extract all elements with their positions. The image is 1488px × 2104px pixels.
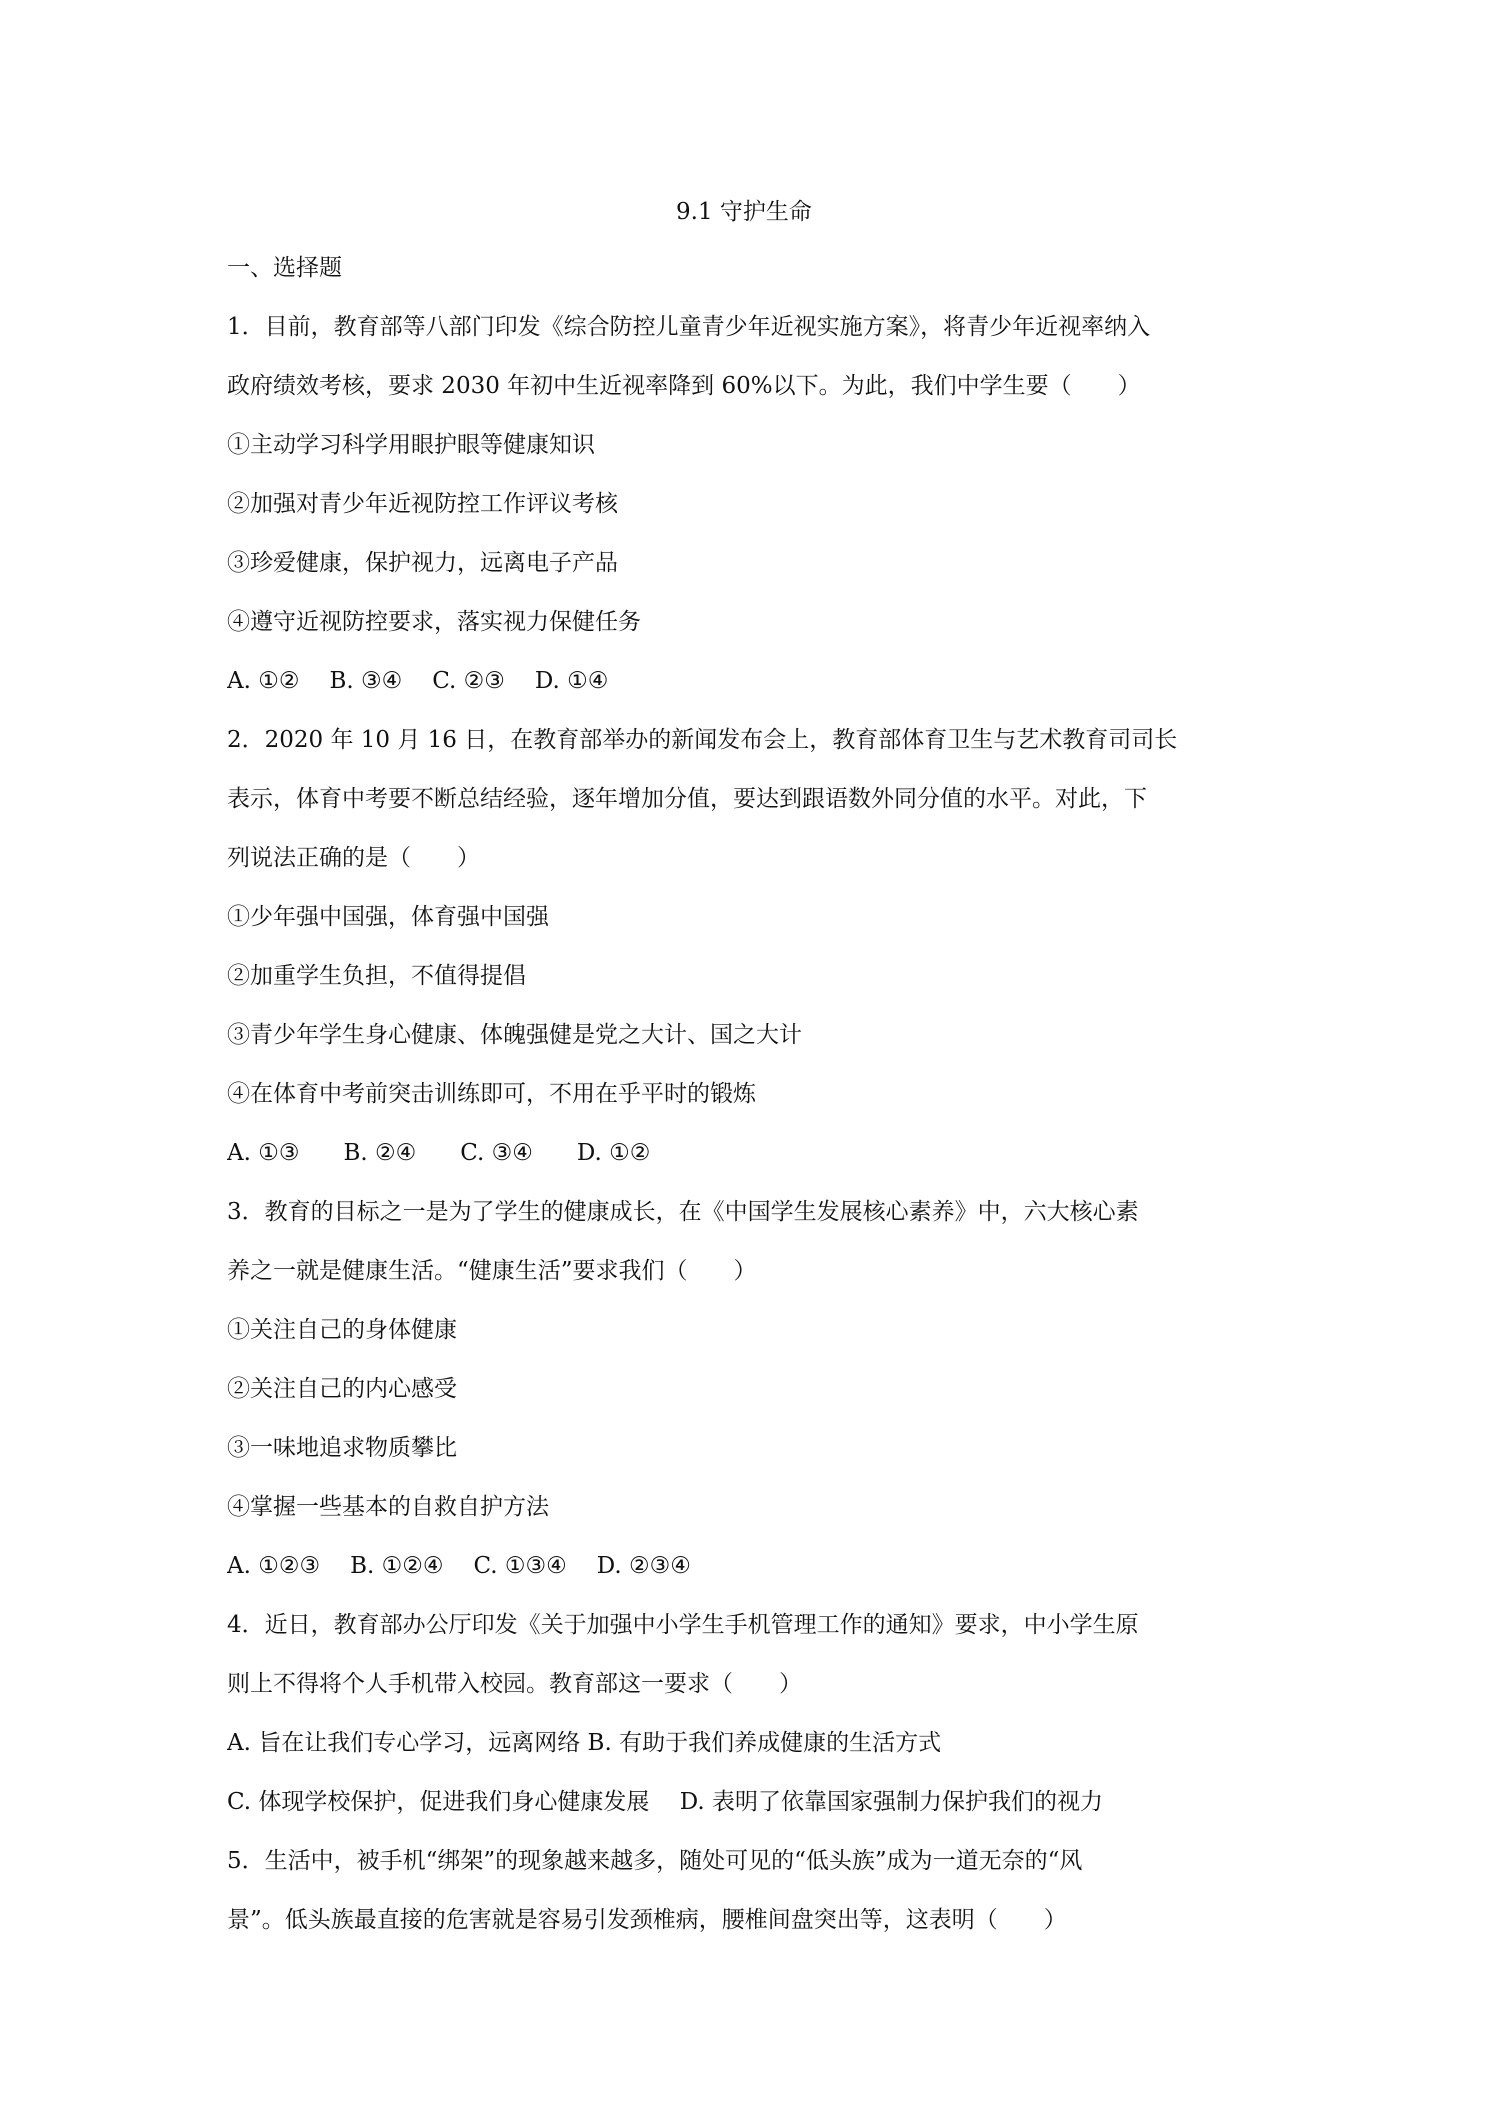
statement: ③青少年学生身心健康、体魄强健是党之大计、国之大计: [227, 1022, 802, 1048]
question-stem-line: 2．2020 年 10 月 16 日，在教育部举办的新闻发布会上，教育部体育卫生与艺术教育司司长: [227, 727, 1178, 753]
question-stem-line: 养之一就是健康生活。“健康生活”要求我们（ ）: [227, 1258, 757, 1284]
statement: ③一味地追求物质攀比: [227, 1435, 457, 1461]
statement: ②加强对青少年近视防控工作评议考核: [227, 491, 618, 517]
statement: ①关注自己的身体健康: [227, 1317, 457, 1343]
statement: ②加重学生负担，不值得提倡: [227, 963, 526, 989]
option-b: B. ②④: [343, 1140, 417, 1166]
statement: ③珍爱健康，保护视力，远离电子产品: [227, 550, 618, 576]
option-d: D. ②③④: [596, 1553, 691, 1579]
option-d: D. ①②: [576, 1140, 651, 1166]
answer-options-line: C. 体现学校保护，促进我们身心健康发展 D. 表明了依靠国家强制力保护我们的视力: [227, 1789, 1103, 1815]
statement: ④在体育中考前突击训练即可，不用在乎平时的锻炼: [227, 1081, 756, 1107]
page-title: 9.1 守护生命: [676, 199, 812, 225]
option-d: D. ①④: [534, 668, 609, 694]
answer-options: [227, 666, 1267, 725]
question-stem-line: 3．教育的目标之一是为了学生的健康成长，在《中国学生发展核心素养》中，六大核心素: [227, 1199, 1139, 1225]
statement: ④遵守近视防控要求，落实视力保健任务: [227, 609, 641, 635]
option-c: C. ③④: [460, 1140, 533, 1166]
answer-options: [227, 1138, 1267, 1197]
section-heading: 一、选择题: [227, 255, 342, 281]
question-3: [227, 1197, 1267, 1610]
question-stem-line: 则上不得将个人手机带入校园。教育部这一要求（ ）: [227, 1671, 802, 1697]
question-stem-line: 表示，体育中考要不断总结经验，逐年增加分值，要达到跟语数外同分值的水平。对此，下: [227, 786, 1147, 812]
answer-options-line: A. 旨在让我们专心学习，远离网络 B. 有助于我们养成健康的生活方式: [227, 1730, 942, 1756]
question-stem-line: 景”。低头族最直接的危害就是容易引发颈椎病，腰椎间盘突出等，这表明（ ）: [227, 1907, 1067, 1933]
question-5: [227, 1846, 1267, 1964]
question-stem-line: 政府绩效考核，要求 2030 年初中生近视率降到 60%以下。为此，我们中学生要（ ）: [227, 373, 1141, 399]
option-b: B. ③④: [329, 668, 403, 694]
question-stem-line: 1．目前，教育部等八部门印发《综合防控儿童青少年近视实施方案》，将青少年近视率纳入: [227, 314, 1151, 340]
option-a: A. ①②③: [227, 1553, 321, 1579]
question-stem-line: 5．生活中，被手机“绑架”的现象越来越多，随处可见的“低头族”成为一道无奈的“风: [227, 1848, 1083, 1874]
option-b: B. ①②④: [350, 1553, 444, 1579]
question-4: [227, 1610, 1267, 1846]
question-stem-line: 4．近日，教育部办公厅印发《关于加强中小学生手机管理工作的通知》要求，中小学生原: [227, 1612, 1139, 1638]
question-list: [227, 253, 1267, 1964]
statement: ④掌握一些基本的自救自护方法: [227, 1494, 549, 1520]
statement: ②关注自己的内心感受: [227, 1376, 457, 1402]
question-2: [227, 725, 1267, 1197]
option-c: C. ②③: [432, 668, 505, 694]
question-1: [227, 312, 1267, 725]
option-a: A. ①②: [227, 668, 300, 694]
statement: ①主动学习科学用眼护眼等健康知识: [227, 432, 595, 458]
question-stem-line: 列说法正确的是（ ）: [227, 845, 480, 871]
option-c: C. ①③④: [473, 1553, 567, 1579]
statement: ①少年强中国强，体育强中国强: [227, 904, 549, 930]
answer-options: [227, 1551, 1267, 1610]
option-a: A. ①③: [227, 1140, 300, 1166]
